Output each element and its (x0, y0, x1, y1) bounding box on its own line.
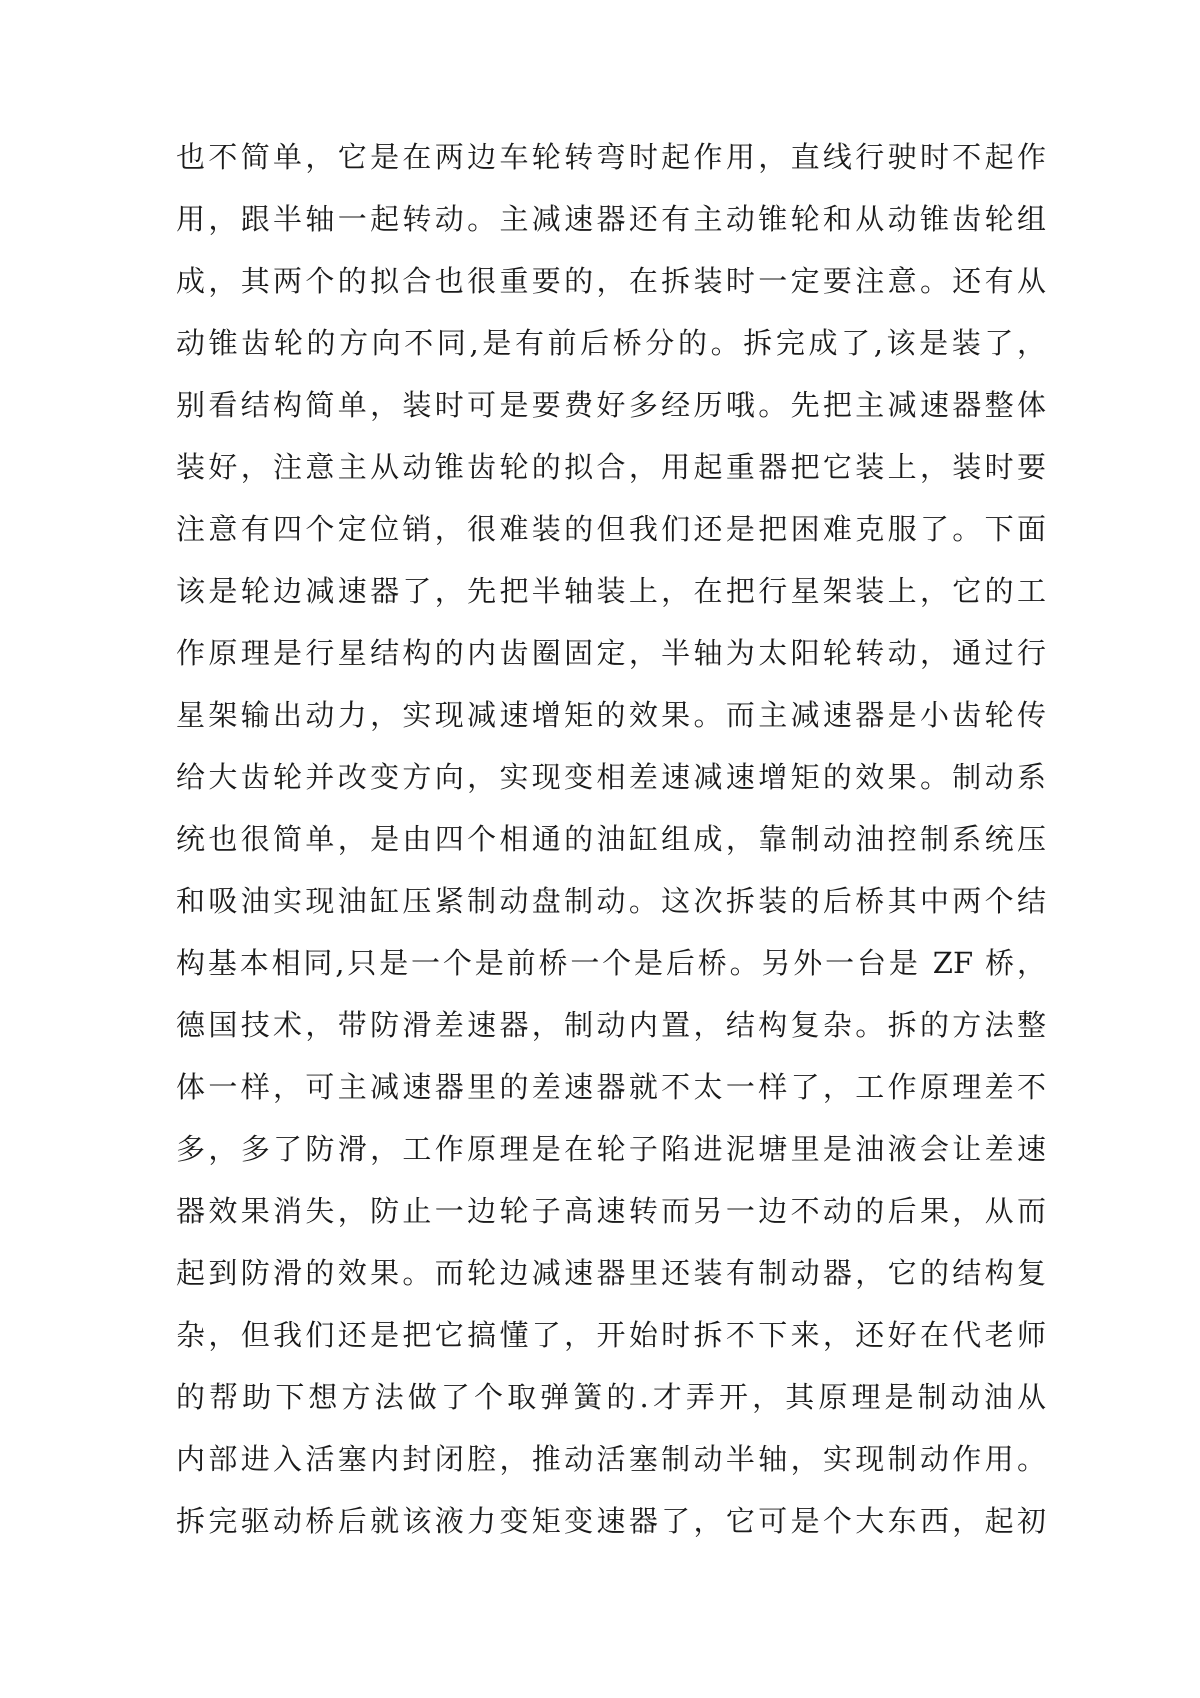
text-line: 杂，但我们还是把它搞懂了，开始时拆不下来，还好在代老师 (176, 1318, 1046, 1352)
text-line: 内部进入活塞内封闭腔，推动活塞制动半轴，实现制动作用。 (176, 1442, 1046, 1476)
text-line: 的帮助下想方法做了个取弹簧的.才弄开，其原理是制动油从 (176, 1380, 1046, 1414)
text-line: 装好，注意主从动锥齿轮的拟合，用起重器把它装上，装时要 (176, 450, 1046, 484)
text-line: 成，其两个的拟合也很重要的，在拆装时一定要注意。还有从 (176, 264, 1046, 298)
text-line: 也不简单，它是在两边车轮转弯时起作用，直线行驶时不起作 (176, 140, 1046, 174)
text-line: 星架输出动力，实现减速增矩的效果。而主减速器是小齿轮传 (176, 698, 1046, 732)
text-line: 动锥齿轮的方向不同,是有前后桥分的。拆完成了,该是装了， (176, 326, 1046, 360)
text-line: 该是轮边减速器了，先把半轴装上，在把行星架装上，它的工 (176, 574, 1046, 608)
text-line: 注意有四个定位销，很难装的但我们还是把困难克服了。下面 (176, 512, 1046, 546)
text-line: 构基本相同,只是一个是前桥一个是后桥。另外一台是 ZF 桥， (176, 946, 1046, 980)
text-line: 和吸油实现油缸压紧制动盘制动。这次拆装的后桥其中两个结 (176, 884, 1046, 918)
text-line: 起到防滑的效果。而轮边减速器里还装有制动器，它的结构复 (176, 1256, 1046, 1290)
text-line: 别看结构简单，装时可是要费好多经历哦。先把主减速器整体 (176, 388, 1046, 422)
text-line: 作原理是行星结构的内齿圈固定，半轴为太阳轮转动，通过行 (176, 636, 1046, 670)
text-line: 器效果消失，防止一边轮子高速转而另一边不动的后果，从而 (176, 1194, 1046, 1228)
text-line: 用，跟半轴一起转动。主减速器还有主动锥轮和从动锥齿轮组 (176, 202, 1046, 236)
body-text (176, 126, 1046, 1552)
text-line: 给大齿轮并改变方向，实现变相差速减速增矩的效果。制动系 (176, 760, 1046, 794)
text-line: 拆完驱动桥后就该液力变矩变速器了，它可是个大东西，起初 (176, 1504, 1046, 1538)
text-line: 德国技术，带防滑差速器，制动内置，结构复杂。拆的方法整 (176, 1008, 1046, 1042)
text-line: 体一样，可主减速器里的差速器就不太一样了，工作原理差不 (176, 1070, 1046, 1104)
text-line: 多，多了防滑，工作原理是在轮子陷进泥塘里是油液会让差速 (176, 1132, 1046, 1166)
text-line: 统也很简单，是由四个相通的油缸组成，靠制动油控制系统压 (176, 822, 1046, 856)
